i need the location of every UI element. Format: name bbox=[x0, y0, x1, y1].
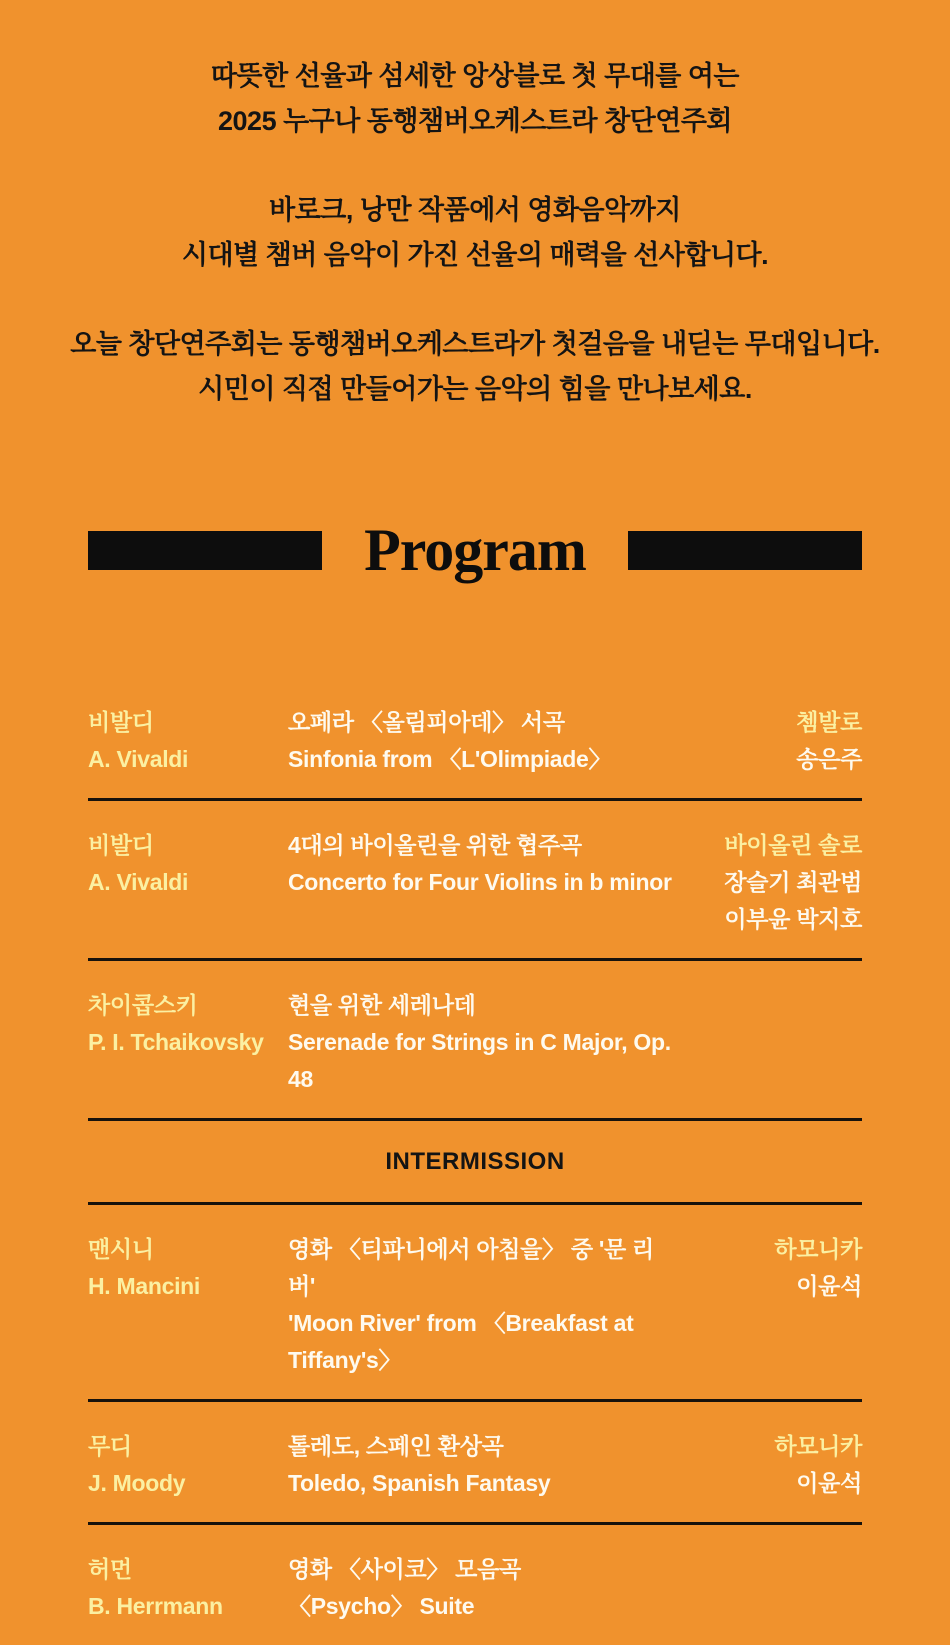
program-row bbox=[88, 678, 862, 798]
program-row bbox=[88, 1205, 862, 1399]
performer-role: 바이올린 솔로 bbox=[724, 832, 862, 858]
performer-name: 송은주 bbox=[796, 746, 862, 772]
composer-ko: 비발디 bbox=[88, 709, 154, 735]
piece-cell bbox=[288, 827, 672, 901]
composer-ko: 허먼 bbox=[88, 1556, 132, 1582]
piece-cell bbox=[288, 1551, 672, 1625]
piece-cell bbox=[288, 1428, 672, 1502]
composer-en: A. Vivaldi bbox=[88, 746, 189, 772]
composer-cell bbox=[88, 1231, 288, 1305]
piece-title-ko: 4대의 바이올린을 위한 협주곡 bbox=[288, 832, 582, 858]
composer-cell bbox=[88, 704, 288, 778]
composer-en: A. Vivaldi bbox=[88, 869, 189, 895]
program-title: Program bbox=[364, 517, 586, 583]
program-row bbox=[88, 801, 862, 958]
title-bar-right bbox=[628, 531, 862, 570]
program-row bbox=[88, 1525, 862, 1645]
composer-cell bbox=[88, 827, 288, 901]
intro-section bbox=[0, 0, 950, 412]
piece-title-en: 〈Psycho〉 Suite bbox=[288, 1593, 475, 1619]
performer-name: 장슬기 최관범 bbox=[724, 869, 862, 895]
intro-line: 오늘 창단연주회는 동행챔버오케스트라가 첫걸음을 내딛는 무대입니다. bbox=[70, 329, 880, 359]
piece-title-ko: 오페라 〈올림피아데〉 서곡 bbox=[288, 709, 565, 735]
performer-role: 하모니카 bbox=[774, 1236, 862, 1262]
composer-en: P. I. Tchaikovsky bbox=[88, 1029, 264, 1055]
piece-title-ko: 현을 위한 세레나데 bbox=[288, 992, 476, 1018]
composer-en: J. Moody bbox=[88, 1470, 186, 1496]
performer-name: 이부윤 박지호 bbox=[724, 906, 862, 932]
performer-role: 하모니카 bbox=[774, 1433, 862, 1459]
piece-title-en: 'Moon River' from 〈Breakfast at Tiffany's〉 bbox=[288, 1310, 634, 1373]
performer-name: 이윤석 bbox=[796, 1273, 862, 1299]
composer-ko: 차이콥스키 bbox=[88, 992, 198, 1018]
intro-line: 바로크, 낭만 작품에서 영화음악까지 bbox=[269, 195, 681, 225]
performer-cell bbox=[672, 827, 862, 938]
piece-title-en: Toledo, Spanish Fantasy bbox=[288, 1470, 551, 1496]
piece-title-ko: 영화 〈사이코〉 모음곡 bbox=[288, 1556, 521, 1582]
performer-cell bbox=[672, 704, 862, 778]
piece-title-en: Concerto for Four Violins in b minor bbox=[288, 869, 672, 895]
program-row bbox=[88, 1402, 862, 1522]
intro-line: 시대별 챔버 음악이 가진 선율의 매력을 선사합니다. bbox=[181, 240, 769, 270]
piece-title-ko: 톨레도, 스페인 환상곡 bbox=[288, 1433, 504, 1459]
piece-title-en: Sinfonia from 〈L'Olimpiade〉 bbox=[288, 746, 612, 772]
intro-line: 2025 누구나 동행챔버오케스트라 창단연주회 bbox=[218, 106, 732, 136]
performer-cell bbox=[672, 1428, 862, 1502]
composer-en: H. Mancini bbox=[88, 1273, 201, 1299]
intro-paragraph bbox=[0, 54, 950, 144]
intro-paragraph bbox=[0, 322, 950, 412]
composer-cell bbox=[88, 987, 288, 1061]
composer-cell bbox=[88, 1428, 288, 1502]
composer-en: B. Herrmann bbox=[88, 1593, 223, 1619]
piece-cell bbox=[288, 704, 672, 778]
intermission-label: INTERMISSION bbox=[385, 1148, 565, 1175]
piece-title-ko: 영화 〈티파니에서 아침을〉 중 '문 리버' bbox=[288, 1236, 654, 1299]
intermission-row bbox=[88, 1121, 862, 1202]
composer-ko: 비발디 bbox=[88, 832, 154, 858]
performer-cell bbox=[672, 1231, 862, 1305]
intro-paragraph bbox=[0, 188, 950, 278]
intro-line: 시민이 직접 만들어가는 음악의 힘을 만나보세요. bbox=[198, 374, 752, 404]
title-bar-left bbox=[88, 531, 322, 570]
program-row bbox=[88, 961, 862, 1118]
program-heading bbox=[0, 512, 950, 588]
performer-role: 쳄발로 bbox=[796, 709, 862, 735]
performer-name: 이윤석 bbox=[796, 1470, 862, 1496]
composer-cell bbox=[88, 1551, 288, 1625]
composer-ko: 맨시니 bbox=[88, 1236, 154, 1262]
piece-title-en: Serenade for Strings in C Major, Op. 48 bbox=[288, 1029, 671, 1092]
intro-line: 따뜻한 선율과 섬세한 앙상블로 첫 무대를 여는 bbox=[210, 61, 740, 91]
composer-ko: 무디 bbox=[88, 1433, 132, 1459]
piece-cell bbox=[288, 1231, 672, 1379]
program-list bbox=[0, 678, 950, 1645]
piece-cell bbox=[288, 987, 672, 1098]
